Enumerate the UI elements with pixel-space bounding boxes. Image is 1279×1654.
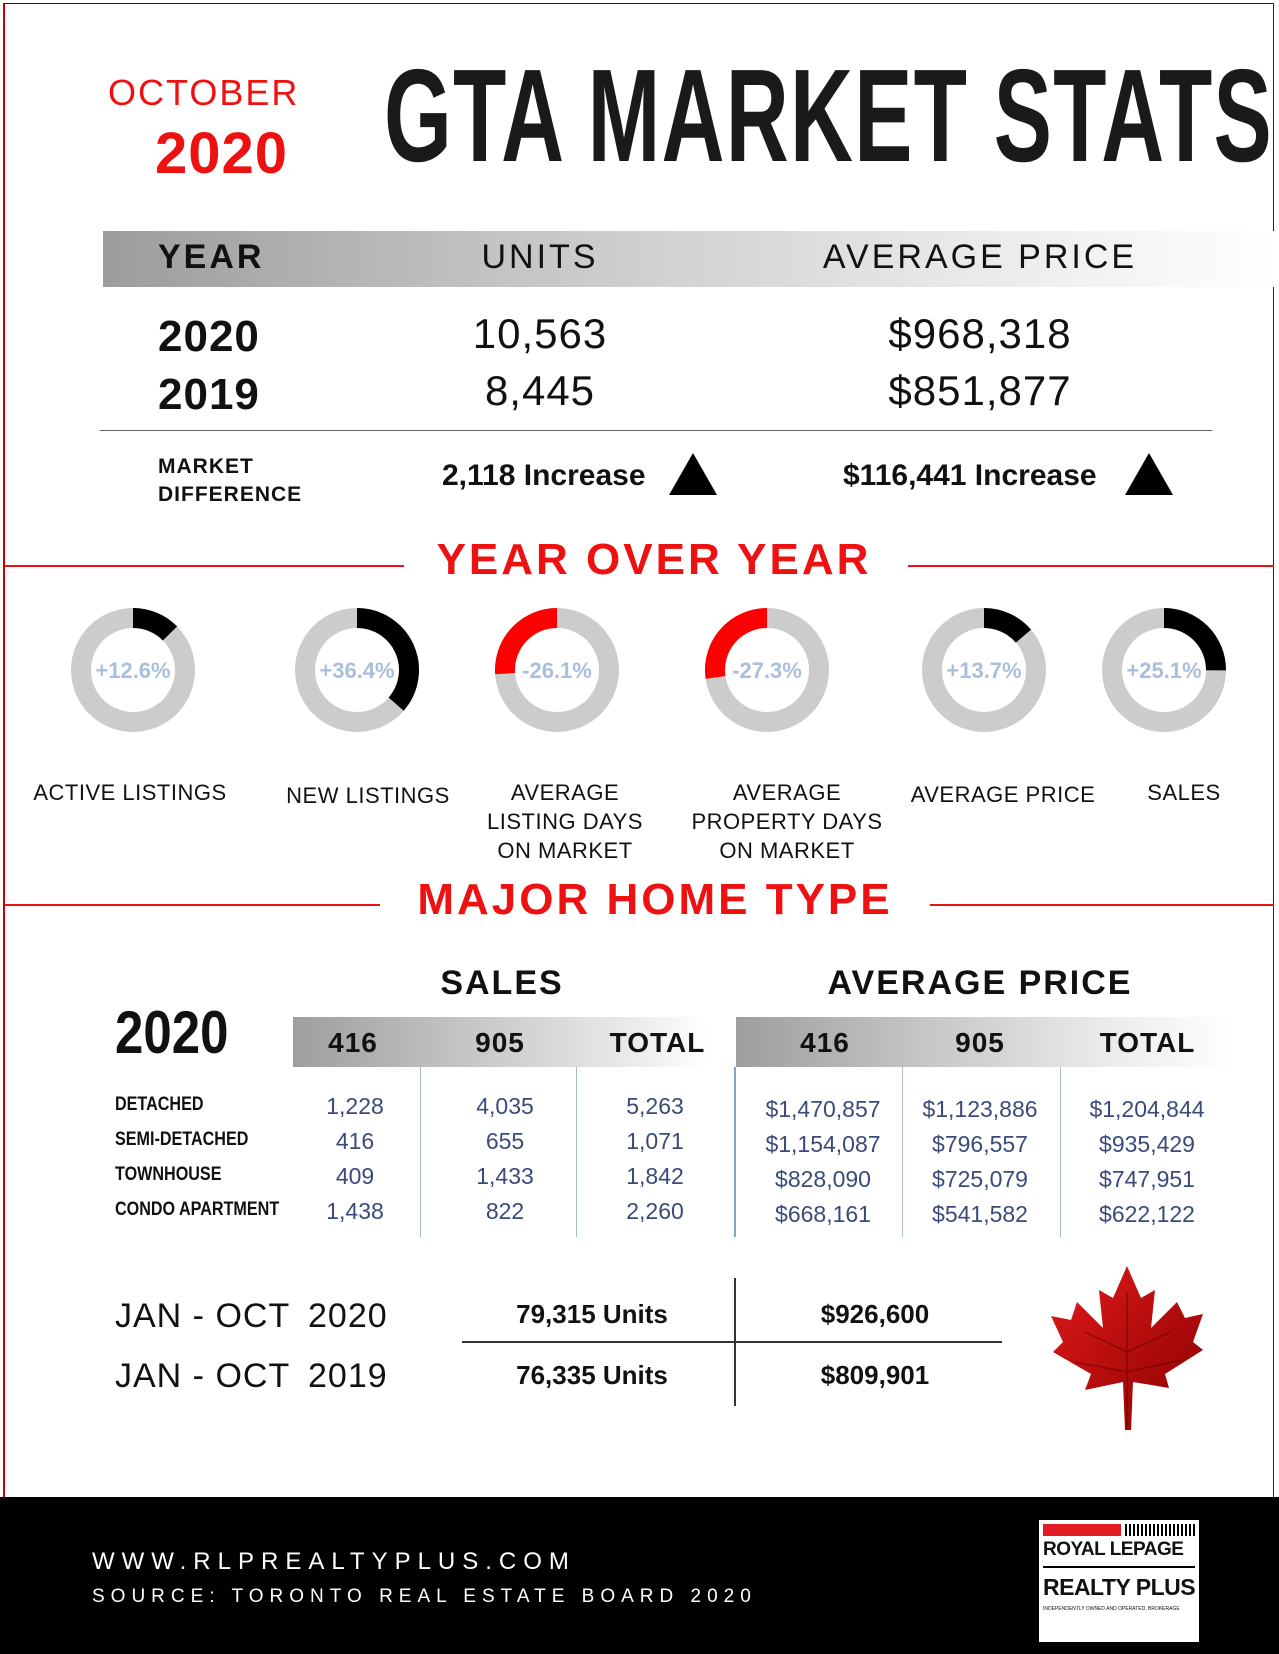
price-cell: $1,470,857 — [765, 1096, 881, 1122]
sales-cell: 1,842 — [626, 1163, 684, 1189]
units-increase-arrow-icon — [669, 453, 717, 495]
ytd-price-2020: $926,600 — [820, 1299, 930, 1329]
units-difference: 2,118 Increase — [442, 459, 646, 492]
price-col-905: 905 — [955, 1027, 1005, 1058]
yoy-label-2-line2: LISTING DAYS — [487, 809, 643, 834]
yoy-label-1-line1: NEW LISTINGS — [286, 783, 450, 808]
sales-cell: 1,071 — [626, 1128, 684, 1154]
summary-price-2020: $968,318 — [888, 310, 1072, 357]
yoy-label-3-line1: AVERAGE — [732, 780, 842, 805]
price-cell: $1,123,886 — [922, 1096, 1038, 1122]
ytd-units-2020: 79,315 Units — [516, 1299, 668, 1329]
price-cell: $1,204,844 — [1089, 1096, 1205, 1122]
price-difference: $116,441 Increase — [843, 459, 1097, 492]
yoy-label-new-listings — [258, 781, 478, 810]
home-type-rule-left — [5, 904, 380, 906]
price-col-total: TOTAL — [1099, 1027, 1196, 1058]
logo-line3: INDEPENDENTLY OWNED AND OPERATED, BROKERAGE — [1043, 1606, 1180, 1612]
price-cell: $622,122 — [1099, 1201, 1195, 1227]
sales-col-416: 416 — [328, 1027, 378, 1058]
yoy-donut-arc-4 — [984, 618, 1023, 636]
sales-col-divider-1 — [420, 1067, 421, 1237]
summary-year-2020: 2020 — [158, 312, 260, 361]
price-cell: $541,582 — [932, 1201, 1028, 1227]
market-difference-label-line2: DIFFERENCE — [158, 483, 303, 506]
yoy-title: YEAR OVER YEAR — [436, 535, 872, 584]
sales-cell: 2,260 — [626, 1198, 684, 1224]
yoy-rule-left — [5, 565, 404, 567]
yoy-donut-strip — [0, 600, 1279, 760]
yoy-donut-pct-1: +36.4% — [319, 658, 395, 683]
market-difference-label — [158, 453, 302, 509]
home-type-rule-right — [930, 904, 1274, 906]
logo-barcode — [1125, 1524, 1195, 1536]
ytd-horizontal-divider — [462, 1341, 1002, 1343]
maple-leaf-icon — [1045, 1262, 1205, 1432]
yoy-label-3-line2: PROPERTY DAYS — [691, 809, 883, 834]
sales-cell: 5,263 — [626, 1093, 684, 1119]
page-title: GTA MARKET STATS — [384, 42, 1274, 189]
yoy-donut-pct-2: -26.1% — [522, 658, 592, 683]
sales-col-905: 905 — [475, 1027, 525, 1058]
price-cell: $1,154,087 — [765, 1131, 881, 1157]
sales-col-divider-2 — [576, 1067, 577, 1237]
market-difference-label-line1: MARKET — [158, 455, 254, 478]
footer-source: SOURCE: TORONTO REAL ESTATE BOARD 2020 — [92, 1586, 757, 1607]
price-cell: $747,951 — [1099, 1166, 1195, 1192]
ytd-price-2019: $809,901 — [820, 1360, 930, 1390]
footer-website-link[interactable]: WWW.RLPREALTYPLUS.COM — [92, 1548, 576, 1575]
summary-units-2020: 10,563 — [472, 310, 608, 357]
yoy-donut-pct-5: +25.1% — [1126, 658, 1202, 683]
report-month: OCTOBER — [108, 72, 300, 113]
home-type-year: 2020 — [115, 999, 229, 1066]
price-cell: $796,557 — [932, 1131, 1028, 1157]
yoy-label-property-days — [672, 778, 902, 865]
price-cell: $668,161 — [775, 1201, 871, 1227]
row-label-detached: DETACHED — [115, 1094, 204, 1115]
ytd-year-2019: 2019 — [308, 1357, 388, 1395]
price-col-divider-1 — [902, 1067, 903, 1237]
yoy-label-2-line1: AVERAGE — [510, 780, 620, 805]
summary-price-2019: $851,877 — [888, 367, 1072, 414]
row-label-townhouse: TOWNHOUSE — [115, 1164, 222, 1185]
yoy-donut-pct-0: +12.6% — [95, 658, 171, 683]
logo-red-bar — [1043, 1524, 1121, 1536]
yoy-label-5-line1: SALES — [1147, 780, 1221, 805]
sales-col-total: TOTAL — [609, 1027, 706, 1058]
sales-cell: 1,433 — [476, 1163, 534, 1189]
yoy-label-0-line1: ACTIVE LISTINGS — [33, 780, 227, 805]
summary-col-price: AVERAGE PRICE — [822, 238, 1138, 276]
yoy-label-listing-days — [455, 778, 675, 865]
sales-cell: 822 — [485, 1198, 525, 1224]
price-cell: $935,429 — [1099, 1131, 1195, 1157]
summary-divider — [100, 430, 1212, 431]
summary-year-2019: 2019 — [158, 370, 260, 419]
yoy-donut-pct-4: +13.7% — [946, 658, 1022, 683]
summary-units-2019: 8,445 — [484, 367, 596, 414]
yoy-label-2-line3: ON MARKET — [497, 838, 633, 863]
sales-cell: 655 — [485, 1128, 525, 1154]
report-year: 2020 — [155, 121, 289, 186]
sales-cell: 416 — [335, 1128, 375, 1154]
ytd-units-2019: 76,335 Units — [516, 1360, 668, 1390]
sales-cell: 4,035 — [476, 1093, 534, 1119]
row-label-semi-detached: SEMI-DETACHED — [115, 1129, 249, 1150]
summary-col-year: YEAR — [158, 238, 265, 276]
ytd-year-2020: 2020 — [308, 1297, 388, 1335]
yoy-donut-arc-0 — [133, 618, 170, 633]
yoy-label-3-line3: ON MARKET — [719, 838, 855, 863]
sales-cell: 1,228 — [326, 1093, 384, 1119]
yoy-label-sales — [1124, 778, 1244, 807]
yoy-label-4-line1: AVERAGE PRICE — [910, 782, 1096, 807]
price-cell: $828,090 — [775, 1166, 871, 1192]
sales-table-title: SALES — [440, 964, 564, 1002]
ytd-period-2019: JAN - OCT — [115, 1357, 291, 1395]
yoy-rule-right — [908, 565, 1274, 567]
logo-line1: ROYAL LEPAGE — [1043, 1539, 1184, 1560]
yoy-label-active-listings — [20, 778, 240, 807]
yoy-label-average-price — [893, 780, 1113, 809]
royal-lepage-logo — [1039, 1520, 1199, 1642]
logo-line2: REALTY PLUS — [1043, 1574, 1196, 1600]
price-table-title: AVERAGE PRICE — [827, 964, 1133, 1002]
price-increase-arrow-icon — [1125, 453, 1173, 495]
yoy-donut-pct-3: -27.3% — [732, 658, 802, 683]
logo-rule — [1043, 1566, 1195, 1568]
price-col-416: 416 — [800, 1027, 850, 1058]
sales-cell: 409 — [335, 1163, 375, 1189]
tables-divider — [734, 1067, 736, 1237]
row-label-condo: CONDO APARTMENT — [115, 1199, 280, 1220]
price-col-divider-2 — [1060, 1067, 1061, 1237]
ytd-period-2020: JAN - OCT — [115, 1297, 291, 1335]
sales-cell: 1,438 — [326, 1198, 384, 1224]
price-cell: $725,079 — [932, 1166, 1028, 1192]
home-type-title: MAJOR HOME TYPE — [417, 875, 893, 924]
summary-col-units: UNITS — [481, 238, 599, 276]
